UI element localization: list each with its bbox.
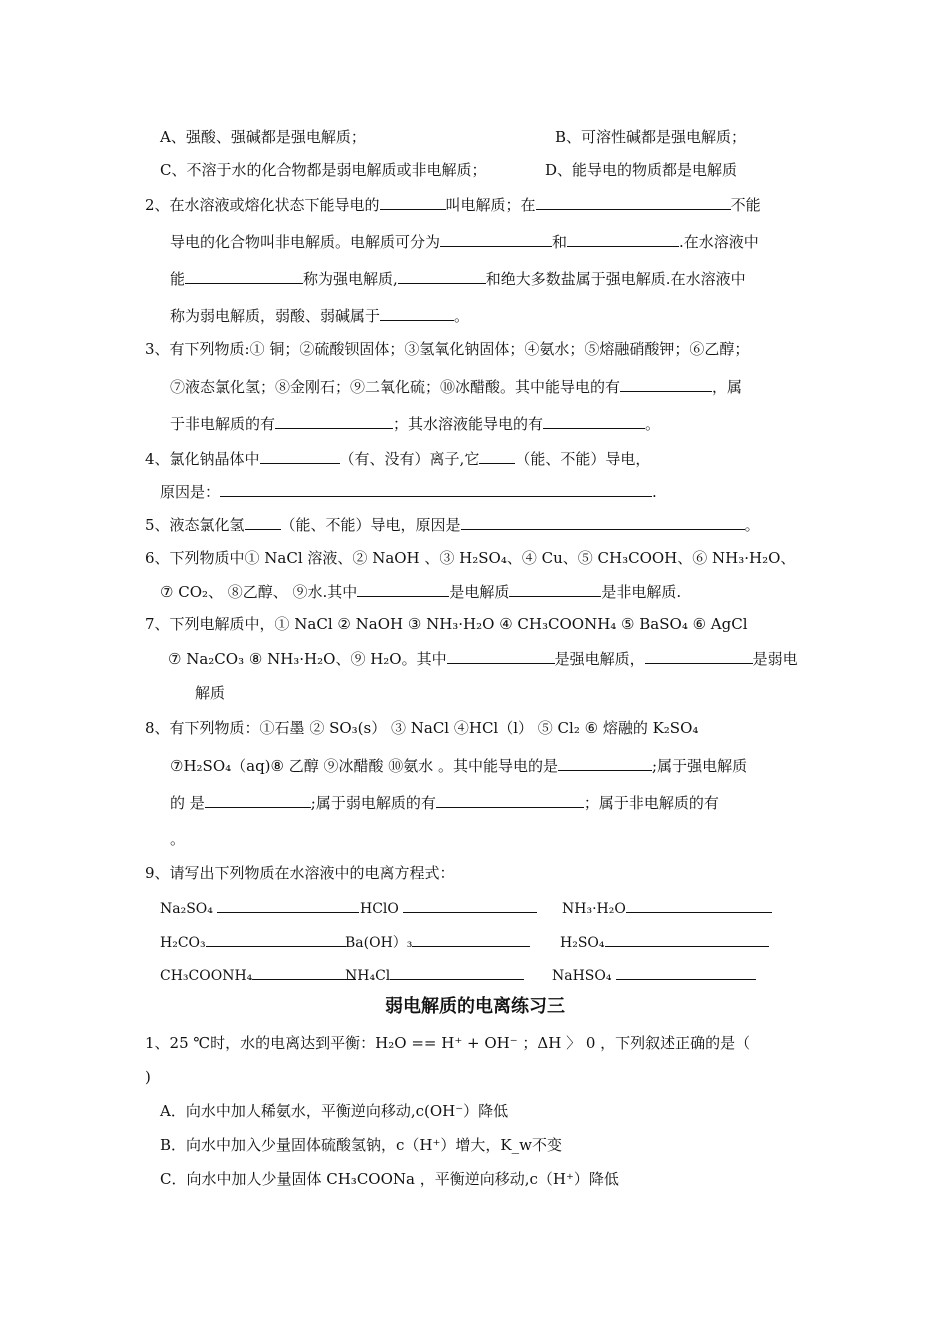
q2-line2: 导电的化合物叫非电解质。电解质可分为 和 .在水溶液中 [170, 233, 759, 251]
blank[interactable] [461, 515, 745, 530]
blank[interactable] [447, 649, 555, 664]
blank[interactable] [543, 414, 645, 429]
blank[interactable] [217, 898, 359, 913]
q2-line4: 称为弱电解质，弱酸、弱碱属于 。 [170, 307, 470, 325]
q1-option-b: B、可溶性碱都是强电解质； [555, 128, 747, 146]
q9-r2-c2: Ba(OH）₃ [345, 932, 530, 952]
q9-r3-c2: NH₄Cl [345, 965, 524, 985]
blank[interactable] [380, 195, 446, 210]
blank[interactable] [206, 932, 346, 947]
blank[interactable] [626, 898, 772, 913]
blank[interactable] [479, 449, 515, 464]
q9-r2-c3: H₂SO₄ [560, 932, 769, 952]
blank[interactable] [260, 449, 340, 464]
blank[interactable] [380, 306, 454, 321]
q9-r1-c3: NH₃·H₂O [562, 898, 772, 918]
q5-line: 5、液态氯化氢 （能、不能）导电，原因是 。 [145, 516, 760, 534]
q9-r3-c1: CH₃COONH₄ [160, 965, 356, 985]
blank[interactable] [390, 965, 524, 980]
q6-line2: ⑦ CO₂、 ⑧乙醇、 ⑨水.其中 是电解质 是非电解质. [160, 583, 682, 601]
blank[interactable] [185, 269, 303, 284]
q3-line2: ⑦液态氯化氢；⑧金刚石；⑨二氧化硫；⑩冰醋酸。其中能导电的有 ，属 [170, 378, 743, 396]
blank[interactable] [645, 649, 753, 664]
blank[interactable] [616, 965, 756, 980]
p3q1-line2: ) [145, 1068, 151, 1086]
q2-line3: 能 称为强电解质, 和绝大多数盐属于强电解质.在水溶液中 [170, 270, 746, 288]
blank[interactable] [398, 269, 486, 284]
q6-line1: 6、下列物质中① NaCl 溶液、② NaOH 、③ H₂SO₄、④ Cu、⑤ CH₃COOH、⑥ NH₃·H₂O、 [145, 549, 796, 567]
blank[interactable] [536, 195, 731, 210]
q9-title: 9、请写出下列物质在水溶液中的电离方程式： [145, 864, 455, 882]
blank[interactable] [509, 582, 601, 597]
q8-line3: 的 是 ;属于弱电解质的有 ；属于非电解质的有 [170, 794, 719, 812]
blank[interactable] [620, 377, 712, 392]
q3-line3: 于非电解质的有 ；其水溶液能导电的有 。 [170, 415, 661, 433]
blank[interactable] [245, 515, 281, 530]
q3-line1: 3、有下列物质:① 铜；②硫酸钡固体；③氢氧化钠固体；④氨水；⑤熔融硝酸钾；⑥乙醇； [145, 340, 750, 358]
q7-line1: 7、下列电解质中，① NaCl ② NaOH ③ NH₃·H₂O ④ CH₃COONH₄ ⑤ BaSO₄ ⑥ AgCl [145, 615, 748, 633]
p3q1-line1: 1、25 ℃时，水的电离达到平衡：H₂O == H⁺ + OH⁻ ；ΔH 〉 0 ，下列叙述正确的是（ [145, 1034, 751, 1052]
q9-r2-c1: H₂CO₃ [160, 932, 346, 952]
p3q1-option-c: C．向水中加人少量固体 CH₃COONa ，平衡逆向移动,c（H⁺）降低 [160, 1170, 619, 1188]
blank[interactable] [412, 932, 530, 947]
q8-line2: ⑦H₂SO₄（aq)⑧ 乙醇 ⑨冰醋酸 ⑩氨水 。其中能导电的是 ;属于强电解质 [170, 757, 748, 775]
p3q1-option-b: B．向水中加入少量固体硫酸氢钠，c（H⁺）增大，K_w不变 [160, 1136, 562, 1154]
q1-option-d: D、能导电的物质都是电解质 [545, 161, 738, 179]
blank[interactable] [220, 482, 652, 497]
blank[interactable] [403, 898, 537, 913]
q1-option-a: A、强酸、强碱都是强电解质； [160, 128, 366, 146]
q8-line1: 8、有下列物质：①石墨 ② SO₃(s） ③ NaCl ④HCl（l） ⑤ Cl₂ ⑥ 熔融的 K₂SO₄ [145, 719, 699, 737]
q7-line3: 解质 [195, 684, 226, 702]
section-title: 弱电解质的电离练习三 [385, 996, 565, 1017]
q9-r3-c3: NaHSO₄ [552, 965, 756, 985]
q2-line1: 2、在水溶液或熔化状态下能导电的 叫电解质；在 不能 [145, 196, 761, 214]
blank[interactable] [205, 793, 311, 808]
q8-line4: 。 [170, 830, 186, 848]
blank[interactable] [357, 582, 449, 597]
blank[interactable] [436, 793, 584, 808]
q7-line2: ⑦ Na₂CO₃ ⑧ NH₃·H₂O、⑨ H₂O。其中 是强电解质， 是弱电 [168, 650, 798, 668]
q9-r1-c2: HClO [360, 898, 537, 918]
p3q1-option-a: A．向水中加人稀氨水，平衡逆向移动,c(OH⁻）降低 [160, 1102, 509, 1120]
blank[interactable] [252, 965, 356, 980]
q9-r1-c1: Na₂SO₄ [160, 898, 359, 918]
blank[interactable] [440, 232, 552, 247]
q1-option-c: C、不溶于水的化合物都是弱电解质或非电解质； [160, 161, 487, 179]
q4-line2: 原因是： . [160, 483, 657, 501]
blank[interactable] [275, 414, 393, 429]
q4-line1: 4、氯化钠晶体中 （有、没有）离子,它 （能、不能）导电， [145, 450, 651, 468]
blank[interactable] [558, 756, 652, 771]
blank[interactable] [567, 232, 679, 247]
blank[interactable] [605, 932, 769, 947]
